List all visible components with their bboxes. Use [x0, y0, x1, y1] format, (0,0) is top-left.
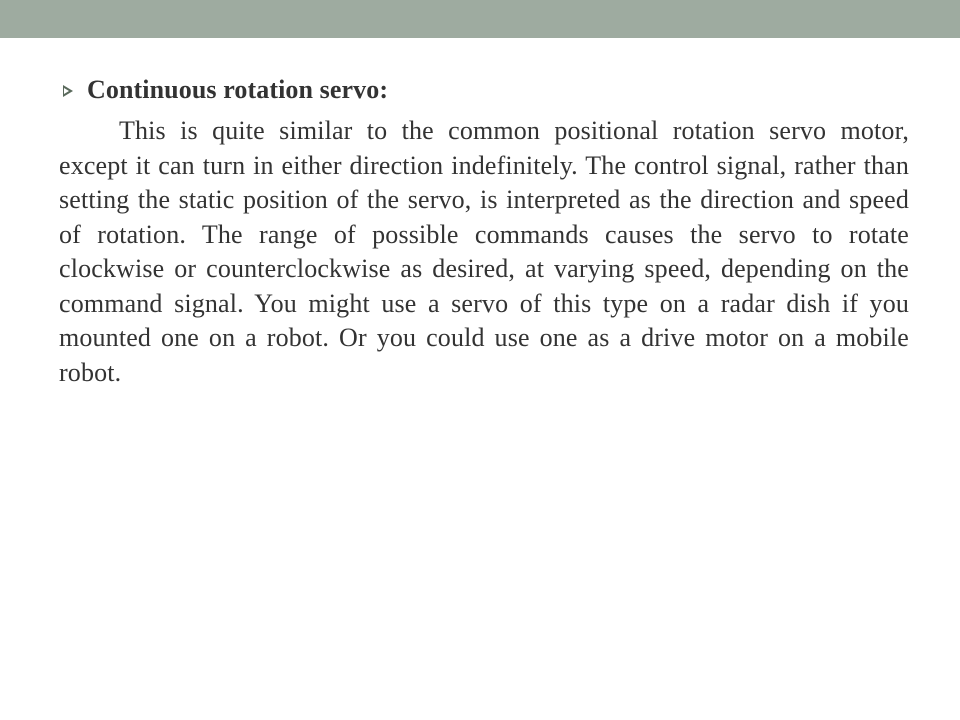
bullet-heading: Continuous rotation servo:: [87, 75, 389, 104]
body-paragraph: This is quite similar to the common positional rotation servo motor, except it can turn in either direction indefinitely. The control signal, rather than setting the static position of the servo, is interpreted as the direction and speed of rotation. The range of possible commands causes the servo to rotate clockwise or counterclockwise as desired, at varying speed, depending on the command signal. You might use a servo of this type on a radar dish if you mounted one on a robot. Or you could use one as a drive motor on a mobile robot.: [59, 116, 909, 387]
slide-content: [59, 72, 909, 390]
bullet-item: [59, 72, 909, 108]
arrow-bullet-icon: [63, 85, 73, 97]
slide-header-bar: [0, 0, 960, 38]
